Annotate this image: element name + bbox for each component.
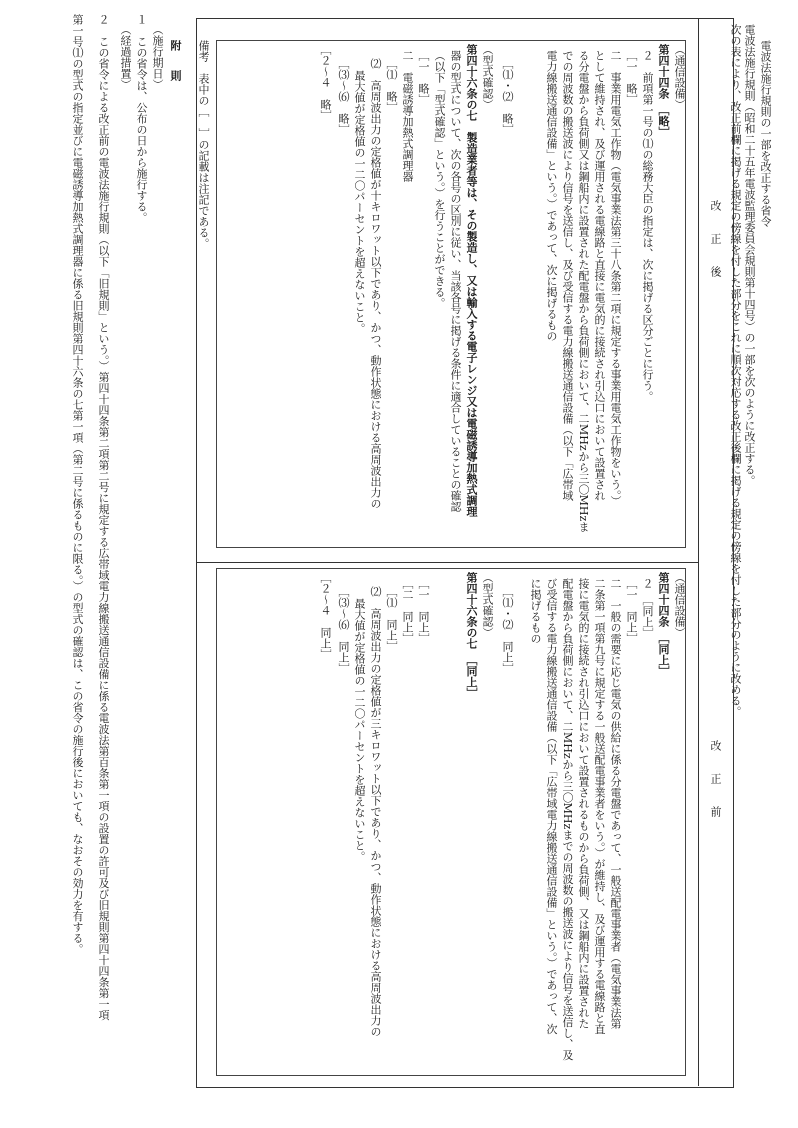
after-line: （以下「型式確認」という。）を行うことができる。 bbox=[433, 50, 446, 309]
after-line: ［⑴ 略］ bbox=[385, 58, 398, 113]
before-line: 配電盤から負荷側において、二MHzから三〇MHzまでの周波数の搬送波により信号を送信し、及 bbox=[561, 578, 574, 1061]
after-line: ［一 略］ bbox=[625, 50, 638, 105]
before-line: ［一 同上］ bbox=[625, 578, 638, 644]
before-line: ２ ［同上］ bbox=[641, 578, 654, 639]
before-line: ［⑴ 同上］ bbox=[385, 586, 398, 652]
table-header-divider bbox=[698, 18, 699, 1086]
instruction-text: 次の表により、改正前欄に掲げる規定の傍線を付した部分をこれに順次対応する改正後欄に掲げる規定の傍線を付した部分のように改める。 bbox=[729, 24, 742, 717]
before-line: 第四十四条 ［同上］ bbox=[657, 572, 670, 677]
after-line: 最大値が定格値の一二〇パーセントを超えないこと。 bbox=[353, 70, 366, 334]
after-line: る分電盤から負荷側又は鋼船内に設置された配電盤から負荷側において、二MHzから三〇MHzま bbox=[577, 50, 590, 533]
before-line: ［２〜４ 同上］ bbox=[319, 572, 332, 660]
after-line: ［一 略］ bbox=[417, 50, 430, 105]
supplementary-heading: 附 則 bbox=[169, 40, 182, 85]
before-line: ［⑶〜⑹ 同上］ bbox=[337, 586, 350, 674]
after-line: 二 電磁誘導加熱式調理器 bbox=[401, 50, 414, 182]
before-line: ⑵ 高周波出力の定格値が三キロワット以下であり、かつ、動作状態における高周波出力の bbox=[369, 586, 382, 1037]
supplementary-line: １ この省令は、公布の日から施行する。 bbox=[135, 14, 148, 223]
after-line: 二 事業用電気工作物（電気事業法第三十八条第二項に規定する事業用電気工作物をいう。） bbox=[609, 50, 622, 507]
before-line: 接に電気的に接続され引込口において設置されるものから負荷側、又は鋼船内に設置された bbox=[577, 578, 590, 1029]
after-line: ２ 前項第一号の⑴の総務大臣の指定は、次に掲げる区分ごとに行う。 bbox=[641, 50, 654, 402]
after-line: ［２〜４ 略］ bbox=[319, 44, 332, 121]
after-line: （型式確認） bbox=[481, 44, 494, 110]
before-line: （型式確認） bbox=[481, 572, 494, 638]
after-line: 電力線搬送通信設備」という。）であって、次に掲げるもの bbox=[545, 50, 558, 342]
enactment-clause: 電波法施行規則（昭和二十五年電波監理委員会規則第十四号）の一部を次のように改正する。 bbox=[743, 24, 756, 486]
before-line: 二 一般の需要に応じ電気の供給に係る分電盤であって、一般送配電事業者（電気事業法第 bbox=[609, 578, 622, 1029]
ordinance-title: 電波法施行規則の一部を改正する省令 bbox=[759, 40, 772, 227]
after-line: 第四十四条 ［略］ bbox=[657, 44, 670, 138]
header-before: 改正前 bbox=[709, 740, 722, 839]
after-line: として維持され、及び運用される電線路と直接に電気的に接続され引込口において設置され bbox=[593, 50, 606, 501]
supplementary-line: 第一号⑴の型式の指定並びに電磁誘導加熱式調理器に係る旧規則第四十六条の七第一項（第二号に係るものに限る。）の型式の確認は、この省令の施行後においても、なおその効力を有する。 bbox=[71, 14, 84, 955]
before-line: び受信する電力線搬送通信設備（以下「広帯域電力線搬送通信設備」という。）であって、次 bbox=[545, 578, 558, 1035]
before-line: （通信設備） bbox=[673, 572, 686, 638]
header-after: 改正後 bbox=[709, 200, 722, 299]
after-line: ［⑴・⑵ 略］ bbox=[501, 58, 514, 135]
after-line: （通信設備） bbox=[673, 44, 686, 110]
before-line: 第四十六条の七 ［同上］ bbox=[465, 572, 478, 699]
supplementary-line: ２ この省令による改正前の電波法施行規則（以下「旧規則」という。）第四十四条第二項第二号に規定する広帯域電力線搬送通信設備に係る電波法第百条第一項の設置の許可及び旧規則第四十四条第一項 bbox=[97, 14, 110, 1021]
before-line: ［⑴・⑵ 同上］ bbox=[501, 586, 514, 674]
after-line: 第四十六条の七 製造業者等は、その製造し、又は輸入する電子レンジ又は電磁誘導加熱式調理 bbox=[465, 44, 478, 517]
before-line: 二条第一項第九号に規定する一般送配電事業者をいう。）が維持し、及び運用する電線路と直 bbox=[593, 578, 606, 1035]
before-line: ［一 同上］ bbox=[417, 578, 430, 644]
after-line: での周波数の搬送波により信号を送信し、及び受信する電力線搬送通信設備（以下「広帯域 bbox=[561, 50, 574, 501]
after-line: ⑵ 高周波出力の定格値が十キロワット以下であり、かつ、動作状態における高周波出力の bbox=[369, 58, 382, 509]
before-line: 最大値が定格値の一二〇パーセントを超えないこと。 bbox=[353, 598, 366, 862]
before-line: ［二 同上］ bbox=[401, 578, 414, 644]
table-note: 備考 表中の［ ］の記載は注記である。 bbox=[197, 40, 210, 249]
table-column-divider bbox=[196, 562, 698, 563]
supplementary-line: （経過措置） bbox=[119, 24, 132, 90]
supplementary-line: （施行期日） bbox=[151, 24, 164, 90]
after-line: ［⑶〜⑹ 略］ bbox=[337, 58, 350, 135]
before-line: に掲げるもの bbox=[529, 578, 542, 644]
after-line: 器の型式について、次の各号の区別に従い、当該各号に掲げる条件に適合していることの確認 bbox=[449, 50, 462, 512]
